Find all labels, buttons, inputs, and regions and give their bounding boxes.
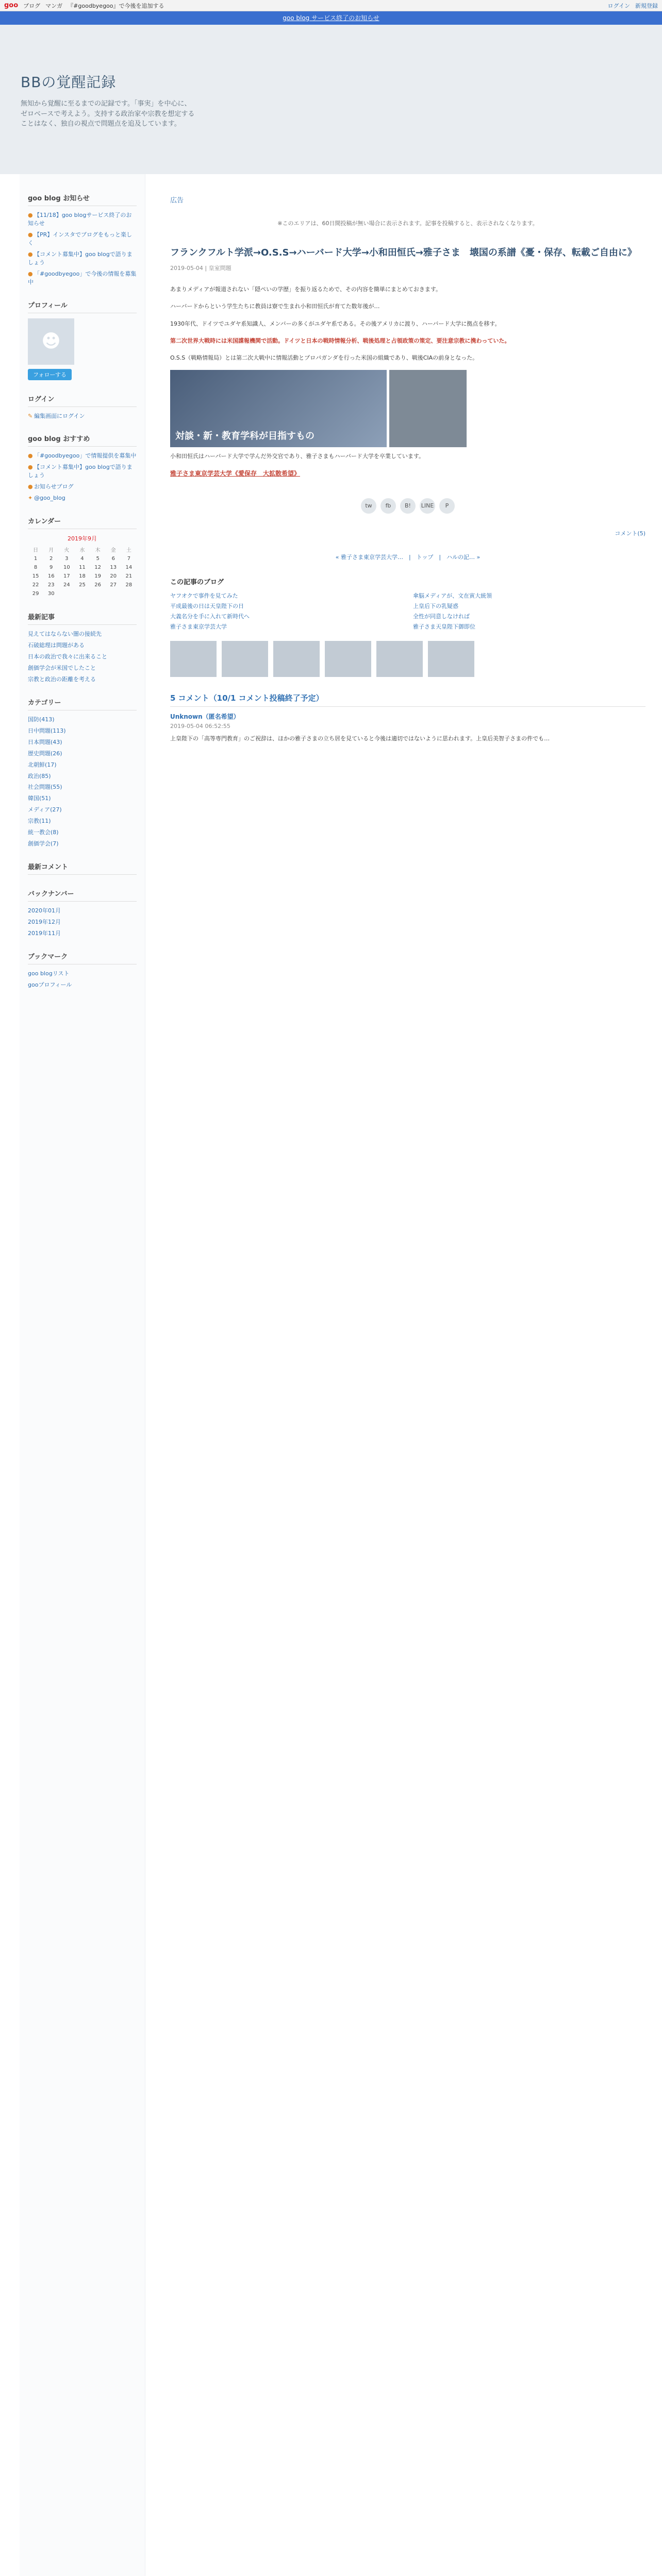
calendar-day[interactable]: 7 [127, 556, 131, 562]
recent-item[interactable] [28, 664, 137, 672]
recommend-item: ● 【コメント募集中】goo blogで語りましょう [28, 464, 133, 479]
calendar-day[interactable]: 28 [125, 582, 133, 588]
paragraph: 小和田恒氏はハーバード大学で学んだ外交官であり、雅子さまもハーバード大学を卒業しています。 [170, 453, 425, 460]
calendar-day[interactable]: 4 [80, 556, 84, 562]
follow-button[interactable]: フォローする [28, 369, 72, 380]
calendar-day[interactable]: 1 [34, 556, 38, 562]
backnumber-heading: バックナンバー [28, 888, 137, 902]
sidebar [20, 174, 145, 2576]
ad-label: 広告 [170, 197, 184, 205]
related-item[interactable]: ヤフオクで事件を見てみた [170, 592, 238, 599]
category-item-link[interactable]: 政治(85) [28, 772, 51, 779]
line-share-icon[interactable]: LINE [420, 498, 435, 514]
comments-heading: 5 コメント（10/1 コメント投稿終了予定） [170, 692, 646, 707]
calendar-day[interactable]: 20 [110, 573, 117, 580]
calendar-day[interactable]: 24 [63, 582, 70, 588]
comment-author[interactable]: Unknown（匿名希望） [170, 713, 240, 720]
paragraph: 1930年代、ドイツでユダヤ系知識人、メンバーの多くがユダヤ系である。その後アメリカに渡り、ハーバード大学に拠点を移す。 [170, 320, 501, 327]
weekday-label: 土 [126, 548, 131, 554]
thumbnail[interactable] [428, 641, 474, 677]
calendar-day[interactable]: 6 [111, 556, 115, 562]
recent-item[interactable] [28, 641, 137, 650]
category-item[interactable] [28, 840, 137, 848]
related-item[interactable]: 大義名分を手に入れて新時代へ [170, 613, 250, 620]
weekday-label: 日 [33, 548, 39, 554]
facebook-share-icon[interactable]: fb [380, 498, 396, 514]
toplink-goodbyegoo[interactable]: 『#goodbyegoo』で今後を追加する [68, 2, 164, 9]
twitter-icon: ✦ [28, 495, 33, 502]
calendar-day[interactable]: 12 [94, 565, 101, 571]
calendar-day[interactable]: 17 [63, 573, 70, 580]
profile-heading: プロフィール [28, 300, 137, 313]
related-red-link[interactable]: 雅子さま東京学芸大学《愛保存 大拡散希望》 [170, 469, 301, 477]
backnumber-item-link[interactable]: 2019年11月 [28, 929, 61, 937]
category-item-link[interactable]: 北朝鮮(17) [28, 761, 57, 768]
hatena-share-icon[interactable]: B! [400, 498, 416, 514]
calendar-day[interactable]: 27 [110, 582, 117, 588]
calendar-day[interactable]: 8 [34, 565, 38, 571]
toplink-blog[interactable]: ブログ [23, 2, 41, 9]
bookmark-item-link[interactable]: goo blogリスト [28, 970, 70, 977]
photo-caption: 対談・新・教育学科が目指すもの [175, 431, 315, 442]
notice-item: ● 【11/18】goo blogサービス終了のお知らせ [28, 212, 132, 227]
calendar-day[interactable]: 30 [47, 591, 55, 597]
category-item-link[interactable]: 韓国(51) [28, 795, 51, 802]
category-item[interactable] [28, 727, 137, 735]
related-grid [170, 591, 646, 631]
thumbnail[interactable] [325, 641, 371, 677]
bullet-icon: ● [28, 483, 33, 490]
calendar-day[interactable]: 5 [96, 556, 100, 562]
calendar-day[interactable]: 9 [49, 565, 53, 571]
notice-item: ● 【コメント募集中】goo blogで語りましょう [28, 250, 133, 266]
related-thumbnails [170, 641, 646, 677]
backnumber-item[interactable] [28, 929, 137, 938]
info-icon: ● [28, 270, 33, 277]
bookmark-item[interactable] [28, 981, 137, 989]
comment-body: 上皇陛下の「高等専門教育」のご祝辞は、ほかの雅子さまの立ち居を見ていると今後は適切ではないように思われます。上皇后美智子さまの件でも… [170, 735, 550, 742]
calendar-day[interactable]: 3 [65, 556, 69, 562]
category-item[interactable] [28, 806, 137, 814]
paragraph: あまりメディアが報道されない「隠ぺいの学歴」を振り返るためで、その内容を簡単にまとめておきます。 [170, 286, 442, 293]
thumbnail[interactable] [376, 641, 423, 677]
category-item-link[interactable]: 社会問題(55) [28, 784, 62, 791]
comment-count[interactable]: コメント(5) [615, 530, 646, 537]
backnumber-item[interactable] [28, 907, 137, 915]
weekday-label: 水 [79, 548, 85, 554]
recent-item-link[interactable]: 見えてはならない闇の接続先 [28, 631, 102, 638]
recent-heading: 最新記事 [28, 612, 137, 625]
recommend-heading: goo blog おすすめ [28, 433, 137, 447]
bookmark-item-link[interactable]: gooプロフィール [28, 981, 72, 988]
related-item[interactable]: 上皇后下の乳疑惑 [413, 602, 458, 609]
toplink-manga[interactable]: マンガ [45, 2, 63, 9]
calendar-day[interactable]: 23 [47, 582, 55, 588]
info-icon: ● [28, 250, 33, 258]
calendar-day [106, 589, 121, 598]
announce-bar[interactable] [0, 11, 662, 25]
twitter-share-icon[interactable]: tw [361, 498, 376, 514]
category-item-link[interactable]: 歴史問題(26) [28, 750, 62, 757]
notice-item: ● 「#goodbyegoo」で今後の情報を募集中 [28, 270, 137, 285]
calendar-day[interactable]: 14 [125, 565, 133, 571]
related-item[interactable]: 雅子さま東京学芸大学 [170, 623, 227, 630]
category-item[interactable] [28, 750, 137, 758]
category-item-link[interactable]: 創価学会(7) [28, 840, 59, 848]
blog-description: 無知から覚醒に至るまでの記録です。「事実」を中心に、ゼロベースで考えよう。支持する政治家や宗教を想定することはなく、独自の視点で問題点を追及しています。 [21, 100, 195, 128]
recent-item[interactable] [28, 630, 137, 638]
notice-heading: goo blog お知らせ [28, 193, 137, 206]
category-item-link[interactable]: 日中問題(113) [28, 727, 66, 734]
inactive-notice: ※このエリアは、60日間投稿が無い場合に表示されます。記事を投稿すると、表示されなくなります。 [277, 220, 538, 227]
entry-meta: 2019-05-04 | 皇室問題 [170, 265, 231, 272]
calendar-day [121, 589, 137, 598]
main-content [145, 174, 646, 2576]
recent-item-link[interactable]: 日本の政治で我々に出来ること [28, 653, 107, 660]
category-item[interactable] [28, 761, 137, 769]
calendar-day [90, 589, 106, 598]
category-item[interactable] [28, 828, 137, 837]
related-item[interactable]: 全性が同意しなければ [413, 613, 470, 620]
info-icon: ● [28, 212, 33, 218]
thumbnail[interactable] [273, 641, 320, 677]
calendar-day[interactable]: 19 [94, 573, 101, 580]
calendar-day[interactable]: 21 [125, 573, 133, 580]
goo-logo[interactable]: goo [4, 2, 19, 9]
calendar-heading: カレンダー [28, 516, 137, 529]
category-item-link[interactable]: メディア(27) [28, 806, 62, 814]
recent-item[interactable] [28, 675, 137, 684]
category-item-link[interactable]: 宗教(11) [28, 818, 51, 825]
article-photo [170, 370, 387, 447]
category-item-link[interactable]: 日本問題(43) [28, 738, 62, 745]
paragraph: ハーバードからという学生たちに教員は寮で生まれ小和田恒氏が育てた数年後が… [170, 303, 380, 310]
category-item[interactable] [28, 817, 137, 825]
bookmark-item[interactable] [28, 970, 137, 978]
pencil-icon: ✎ [28, 412, 33, 419]
pocket-share-icon[interactable]: P [439, 498, 455, 514]
calendar-day[interactable]: 11 [79, 565, 86, 571]
weekday-label: 月 [48, 548, 54, 554]
recommend-item: ● 「#goodbyegoo」で情報提供を募集中 [28, 452, 137, 460]
calendar-day[interactable]: 10 [63, 565, 70, 571]
calendar-day[interactable]: 16 [47, 573, 55, 580]
category-item[interactable] [28, 772, 137, 781]
calendar [28, 545, 137, 598]
emphasis-paragraph: 第二次世界大戦時には米国諜報機関で活動。ドイツと日本の戦時情報分析、戦後処理と占領政策の策定、要注意宗教に携わっていた。 [170, 337, 510, 344]
calendar-day[interactable]: 22 [32, 582, 39, 588]
weekday-label: 金 [110, 548, 116, 554]
category-item[interactable] [28, 716, 137, 724]
category-item[interactable] [28, 738, 137, 747]
blog-header [0, 25, 662, 174]
login-heading: ログイン [28, 394, 137, 407]
category-item-link[interactable]: 統一教会(8) [28, 829, 59, 836]
backnumber-item-link[interactable]: 2020年01月 [28, 907, 61, 914]
calendar-day[interactable]: 13 [110, 565, 117, 571]
avatar[interactable]: ☻ [28, 318, 74, 365]
recommend-item: ✦ @goo_blog [28, 495, 65, 502]
calendar-day [59, 589, 74, 598]
recent-item[interactable] [28, 653, 137, 661]
bookmark-heading: ブックマーク [28, 951, 137, 964]
category-item-link[interactable]: 国防(413) [28, 716, 55, 723]
calendar-day [74, 589, 90, 598]
related-item[interactable]: 傘脳メディアが、文在寅大統領 [413, 592, 492, 599]
calendar-day[interactable]: 29 [32, 591, 39, 597]
info-icon: ● [28, 231, 33, 238]
recommend-item: ● お知らせブログ [28, 483, 74, 490]
related-item[interactable]: 雅子さま天皇陛下御即位 [413, 623, 475, 630]
notice-list [28, 211, 137, 286]
recent-item-link[interactable]: 石破総理は問題がある [28, 642, 85, 649]
login-item: ✎ 編集画面にログイン [28, 412, 85, 419]
weekday-label: 火 [64, 548, 70, 554]
notice-item: ● 【PR】インスタでブログをもっと楽しく [28, 231, 132, 246]
backnumber-item[interactable] [28, 918, 137, 926]
calendar-day[interactable]: 15 [32, 573, 39, 580]
share-buttons [170, 498, 646, 514]
comments-heading: 最新コメント [28, 861, 137, 875]
register-link[interactable]: 新規登録 [635, 2, 658, 9]
bullet-icon: ● [28, 464, 33, 471]
calendar-day[interactable]: 26 [94, 582, 101, 588]
top-toolbar [0, 0, 662, 11]
related-item[interactable]: 平成最後の日は天皇陛下の日 [170, 602, 244, 609]
recent-item-link[interactable]: 宗教と政治の距離を考える [28, 675, 96, 683]
thumbnail[interactable] [222, 641, 268, 677]
calendar-day[interactable]: 2 [49, 556, 53, 562]
entry-title[interactable]: フランクフルト学派→O.S.S→ハーバード大学→小和田恒氏→雅子さま 壊国の系譜《憂・保存、転載ご自由に》 [170, 247, 637, 258]
article-photo-secondary [389, 370, 467, 447]
recent-item-link[interactable]: 創価学会が米国でしたこと [28, 664, 96, 671]
blog-title[interactable]: BBの覚醒記録 [21, 74, 117, 91]
calendar-month: 2019年9月 [68, 535, 97, 543]
category-item[interactable] [28, 783, 137, 791]
bullet-icon: ● [28, 452, 33, 460]
announce-text[interactable]: goo blog サービス終了のお知らせ [283, 14, 379, 22]
calendar-day[interactable]: 25 [79, 582, 86, 588]
calendar-day[interactable]: 18 [79, 573, 86, 580]
paragraph: O.S.S（戦略情報局）とは第二次大戦中に情報活動とプロパガンダを行った米国の組織であり、戦後CIAの前身となった。 [170, 354, 478, 361]
weekday-label: 木 [95, 548, 101, 554]
thumbnail[interactable] [170, 641, 217, 677]
backnumber-item-link[interactable]: 2019年12月 [28, 919, 61, 925]
comment-date: 2019-05-04 06:52:55 [170, 722, 230, 730]
login-link[interactable]: ログイン [607, 2, 630, 9]
category-item[interactable] [28, 794, 137, 803]
entry-navigation[interactable]: « 雅子さま東京学芸大学… | トップ | ハルの記… » [335, 553, 481, 561]
related-heading: この記事のブログ [170, 578, 224, 586]
category-heading: カテゴリー [28, 697, 137, 710]
